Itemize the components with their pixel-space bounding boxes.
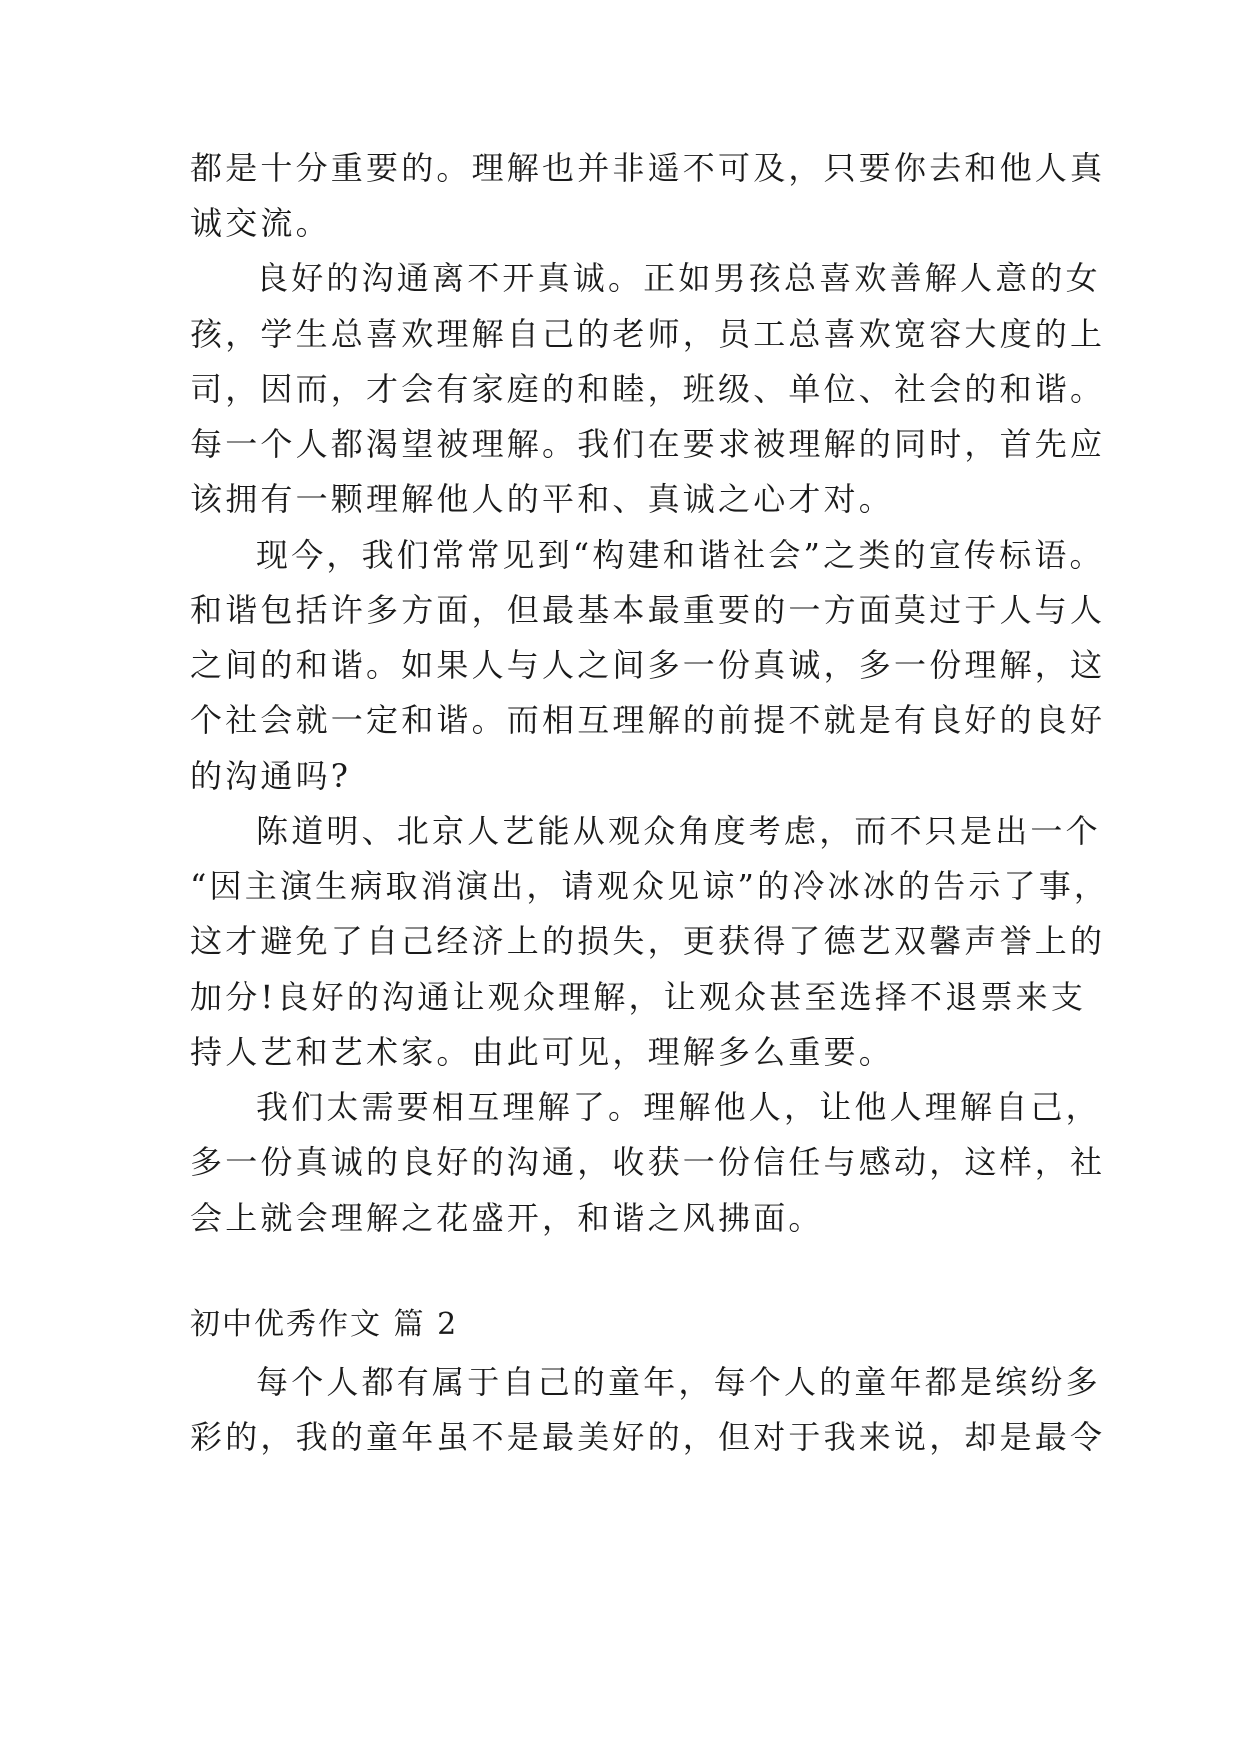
paragraph-first-line: 陈道明、北京人艺能从观众角度考虑，而不只是出一个 xyxy=(256,812,1101,850)
text-line: 都是十分重要的。理解也并非遥不可及，只要你去和他人真 xyxy=(190,149,1106,187)
text-line: 之间的和谐。如果人与人之间多一份真诚，多一份理解，这 xyxy=(190,646,1106,684)
paragraph-first-line: 现今，我们常常见到“构建和谐社会”之类的宣传标语。 xyxy=(256,536,1105,574)
text-line: 诚交流。 xyxy=(190,204,331,242)
text-line: 和谐包括许多方面，但最基本最重要的一方面莫过于人与人 xyxy=(190,591,1106,629)
text-line: 孩，学生总喜欢理解自己的老师，员工总喜欢宽容大度的上 xyxy=(190,315,1106,353)
text-line: 彩的，我的童年虽不是最美好的，但对于我来说，却是最令 xyxy=(190,1418,1106,1456)
text-line: 加分!良好的沟通让观众理解，让观众甚至选择不退票来支 xyxy=(190,978,1087,1016)
text-line: 每一个人都渴望被理解。我们在要求被理解的同时，首先应 xyxy=(190,425,1106,463)
text-line: 该拥有一颗理解他人的平和、真诚之心才对。 xyxy=(190,480,895,518)
paragraph-first-line: 每个人都有属于自己的童年，每个人的童年都是缤纷多 xyxy=(256,1363,1101,1401)
text-line: “因主演生病取消演出，请观众见谅”的冷冰冰的告示了事， xyxy=(190,867,1110,905)
text-line: 会上就会理解之花盛开，和谐之风拂面。 xyxy=(190,1199,824,1237)
paragraph-first-line: 我们太需要相互理解了。理解他人，让他人理解自己， xyxy=(256,1088,1101,1126)
text-line: 持人艺和艺术家。由此可见，理解多么重要。 xyxy=(190,1033,895,1071)
text-line: 司，因而，才会有家庭的和睦，班级、单位、社会的和谐。 xyxy=(190,370,1106,408)
paragraph-first-line: 良好的沟通离不开真诚。正如男孩总喜欢善解人意的女 xyxy=(256,259,1101,297)
text-line: 这才避免了自己经济上的损失，更获得了德艺双馨声誉上的 xyxy=(190,922,1106,960)
text-line: 多一份真诚的良好的沟通，收获一份信任与感动，这样，社 xyxy=(190,1143,1106,1181)
section-heading: 初中优秀作文 篇 2 xyxy=(190,1307,459,1342)
text-line: 的沟通吗? xyxy=(190,757,352,795)
text-line: 个社会就一定和谐。而相互理解的前提不就是有良好的良好 xyxy=(190,701,1106,739)
